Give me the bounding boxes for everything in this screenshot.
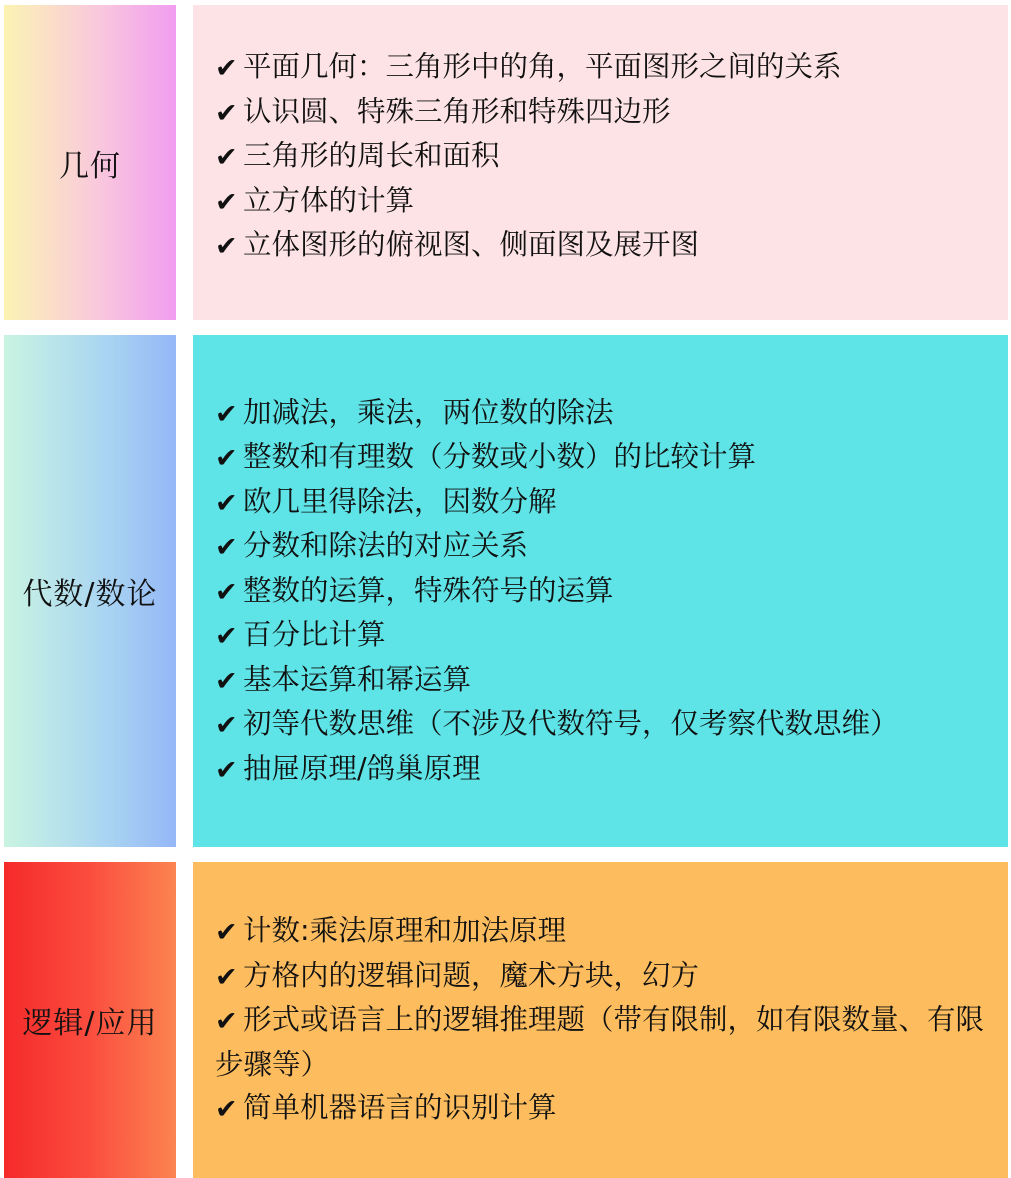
list-item-text: 百分比计算 — [243, 618, 386, 652]
topic-list — [193, 862, 1008, 1178]
list-item — [215, 90, 998, 135]
check-icon: ✔ — [215, 398, 238, 430]
category-label: 代数/数论 — [22, 577, 158, 612]
check-icon: ✔ — [215, 961, 238, 993]
check-icon: ✔ — [215, 576, 238, 608]
list-item-text: 初等代数思维（不涉及代数符号，仅考察代数思维） — [243, 707, 899, 741]
check-icon: ✔ — [215, 97, 238, 129]
check-icon: ✔ — [215, 231, 238, 262]
list-item-text: 分数和除法的对应关系 — [243, 529, 529, 563]
list-item — [215, 702, 998, 747]
list-item-text: 基本运算和幂运算 — [243, 662, 472, 696]
list-item-text: 认识圆、特殊三角形和特殊四边形 — [243, 94, 671, 128]
list-item-text: 加减法，乘法，两位数的除法 — [243, 395, 614, 429]
section-geometry — [0, 5, 1011, 320]
list-item — [215, 613, 998, 658]
list-item — [215, 391, 998, 436]
list-item — [215, 45, 998, 90]
list-item — [215, 954, 994, 999]
section-logic — [0, 862, 1011, 1178]
list-item-text: 形式或语言上的逻辑推理题（带有限制，如有限数量、有限步骤等） — [215, 1003, 985, 1081]
list-item-text: 简单机器语言的识别计算 — [243, 1091, 557, 1125]
list-item — [215, 134, 998, 179]
check-icon: ✔ — [215, 710, 238, 742]
list-item — [215, 747, 998, 792]
list-item — [215, 179, 998, 224]
topic-list — [193, 5, 1008, 320]
check-icon: ✔ — [215, 1094, 238, 1126]
list-item-text: 计数:乘法原理和加法原理 — [243, 914, 567, 948]
category-label-box — [4, 862, 176, 1178]
list-item — [215, 569, 998, 614]
check-icon: ✔ — [215, 487, 238, 519]
check-icon: ✔ — [215, 917, 238, 949]
category-label: 逻辑/应用 — [22, 1006, 158, 1041]
check-icon: ✔ — [215, 142, 238, 173]
check-icon: ✔ — [215, 1006, 238, 1038]
list-item-text: 欧几里得除法，因数分解 — [243, 484, 557, 518]
check-icon: ✔ — [215, 443, 238, 475]
check-icon: ✔ — [215, 754, 238, 786]
topic-list — [193, 335, 1008, 847]
category-label-box — [4, 5, 176, 320]
check-icon: ✔ — [215, 53, 238, 84]
list-item-text: 整数和有理数（分数或小数）的比较计算 — [243, 440, 757, 474]
list-item — [215, 524, 998, 569]
list-item — [215, 223, 998, 268]
list-item-text: 平面几何：三角形中的角，平面图形之间的关系 — [243, 50, 842, 83]
list-item-text: 立体图形的俯视图、侧面图及展开图 — [243, 228, 700, 261]
list-item-text: 抽屉原理/鸽巢原理 — [243, 751, 481, 785]
check-icon: ✔ — [215, 532, 238, 564]
check-icon: ✔ — [215, 621, 238, 653]
list-item — [215, 1086, 994, 1131]
check-icon: ✔ — [215, 186, 238, 218]
list-item — [215, 658, 998, 703]
category-label-box — [4, 335, 176, 847]
check-icon: ✔ — [215, 665, 238, 697]
section-algebra — [0, 335, 1011, 847]
list-item-text: 整数的运算，特殊符号的运算 — [243, 573, 614, 607]
list-item-text: 方格内的逻辑问题，魔术方块，幻方 — [243, 958, 700, 992]
list-item — [215, 480, 998, 525]
list-item — [215, 909, 994, 954]
list-item — [215, 998, 990, 1086]
list-item-text: 三角形的周长和面积 — [243, 139, 500, 172]
list-item — [215, 435, 998, 480]
list-item-text: 立方体的计算 — [243, 183, 415, 217]
category-label: 几何 — [59, 148, 121, 184]
